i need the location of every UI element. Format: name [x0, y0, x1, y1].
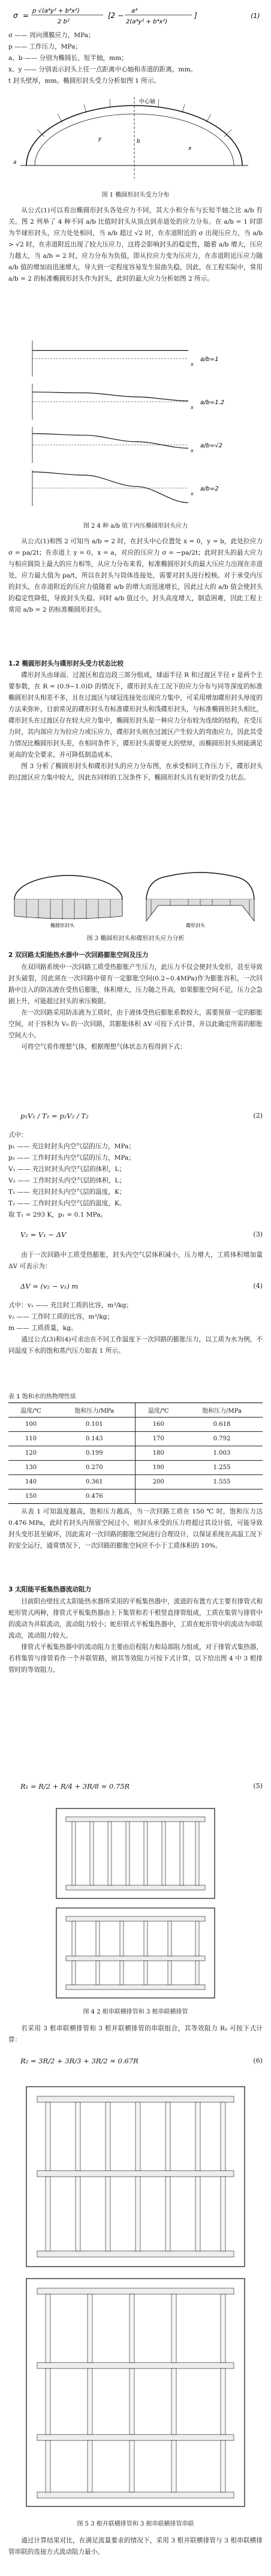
- fig3-left-label: 椭圆形封头: [50, 923, 74, 928]
- section-3: [8, 1583, 263, 1676]
- figure-1-caption: 图 1 椭圆形封头受力分布: [101, 192, 170, 198]
- fig4-discussion: [8, 2023, 263, 2046]
- figure-4-caption: 图 4 2 根串联横排管和 3 根串联横排管: [83, 2009, 188, 2015]
- paragraph: 在双回路系统中一次回路工质受热膨胀产生压力，此压力不仅会使封头变形，甚至导致封头破裂，因此须在一次回路中留有一定膨胀空间(0.2~0.4MPa)作为膨胀容积。一次回路中注入的防冻液在受热后膨胀，体积增大，压力随之升高，如果膨胀空间不足，压力会急剧上升，可能超过封头的承压极限。: [8, 964, 263, 1005]
- fig5-panel-top: [26, 2087, 245, 2267]
- definition-line: 式中：v₁ —— 充注时工质的比容，m³/kg；: [8, 1302, 133, 1309]
- eq4-number: (4): [253, 1282, 263, 1290]
- definition-line: p₂ —— 工作时封头内空气层的压力，MPa；: [8, 1154, 136, 1161]
- paragraph: 可将空气看作理想气体，根据理想气体状态方程得到下式：: [21, 1043, 186, 1051]
- paragraph: 在一次回路采用防冻液为工质时，由于液体受热后膨胀系数较大，需要预留一定的膨胀空间，对于容积为 V₀ 的一次回路，其膨胀体积 ΔV 可按下式计算，并以此确定所需的膨胀空间大小。: [8, 1009, 263, 1039]
- saturation-table: [8, 1403, 263, 1504]
- paragraph: 目前阳台壁挂式太阳能热水器所采用的平板集热器中，流道的布置方式主要有排管式和蛇形管式两种，排管式平板集热器由上下集管和若干根竖直排管组成，工质在集管与排管中的流动为并联流动，流动阻力较小；蛇形管式平板集热器中，工质在蛇形管中的流动为串联流动，流动阻力较大。: [8, 1598, 263, 1639]
- svg-text:b: b: [137, 139, 140, 145]
- definition-line: 取 T₁ = 293 K，p₁ = 0.1 MPa。: [8, 1211, 107, 1218]
- figure-2-panels: [32, 341, 224, 506]
- figure-2-stress-curves: [8, 335, 263, 514]
- paragraph: 若采用 3 根串联横排管和 3 根并联横排管的串联组合，其等效阻力 R₂ 可按下式计算：: [8, 2025, 263, 2044]
- definition-line: p —— 工作压力，MPa；: [8, 43, 82, 50]
- x-axis-label: x: [191, 405, 194, 410]
- figure-2-caption: 图 2 4 种 a/b 值下内压椭圆形封头应力: [83, 523, 188, 529]
- paragraph: 碟形封头由球面、过渡区和直边段三部分组成，球面半径 R 和过渡区半径 r 是两个主要参数，在 R = (0.9~1.0)D 的情况下，碟形封头在工况下的应力分布与同等深度的标准椭圆形封头相差不多，且在过渡区与球冠连接处出现应力集中，可采用增加碟形封头厚度的方法来弥补，目前常见的碟形封头有标准碟形封头和浅碟形封头，与标准椭圆形封头相比，碟形封头在过渡区存在较大应力集中，椭圆形封头是一种应力分布较为连续的结构，在受压力时，其内部应力为拉应力或压应力，碟形封头则在过渡区产生较大的弯曲应力，因此其受力情况比椭圆形封头差，在相同条件下，碟形封头需要更大的壁厚，而椭圆形封头则能满足更高的安全要求，并可降低制造成本。: [8, 672, 263, 759]
- definition-line: T₁ —— 充注时封头内空气层的温度，K；: [8, 1188, 126, 1196]
- paragraph: 从公式(1)可以看出椭圆形封头各处应力不同，其大小和分布与长短半轴之比 a/b 有关。图 2 列举了 4 种不同 a/b 比值时封头从顶点到赤道处的应力分布。在 a/b = 1 时即为半球形封头，应力处处相同，当 a/b 超过 √2 时，在赤道附近的 σ 出现压应力，当 a/b > √2 时，在赤道附近出现了较大压应力，这将会影响封头的稳定性，随着 a/b 增大，压应力越大，当 a/b = 2 时，应力分布为负值，即从拉应力变为压应力，在赤道附近压应力随 a/b 值的增加而迅速增大，导大到一定程度容易发生屈曲失稳，因此，在工程实际中，常用 a/b = 2 的标准椭圆形封头作为封头，此时的最大应力分析如图 2 所示。: [8, 207, 263, 282]
- definition-line: 式中：: [8, 1131, 28, 1139]
- svg-text:y: y: [98, 136, 102, 142]
- definition-line: T₂ —— 工作时封头内空气层的温度，K。: [8, 1200, 126, 1207]
- definition-line: a、b —— 分别为椭圆长、短半轴，mm；: [8, 55, 128, 62]
- table-row: 120 0.199 180 1.003: [8, 1446, 263, 1461]
- paragraph: 由于一次回路中工质受热膨胀，封头内空气层体积减小，压力增大，工质体积增加量 ΔV 可表示为：: [8, 1251, 263, 1270]
- ratio-label: a/b=1: [200, 356, 219, 363]
- paragraph: 图 3 分析了椭圆形封头和碟形封头的应力分布图，在承受相同工作压力下，碟形封头的过渡区应力集中较大，因此在同样的工况条件下，椭圆形封头具有更好的受力状态。: [8, 763, 263, 781]
- analysis-paragraph-1: [8, 205, 263, 285]
- figure-5-tube-layout: [8, 2081, 263, 2512]
- ellipse-head-stress: [14, 875, 122, 928]
- section-1-2-title: 1.2 椭圆形封头与碟形封头受力状态比较: [8, 660, 124, 667]
- paragraph: 排管式平板集热器中的流动阻力主要由沿程阻力和局部阻力组成，对于排管式集热器，若将集管与排管看作一个并联管路，则其等效阻力可按下式计算，以下给出图 4 中 3 根排管时的等效阻力。: [8, 1644, 263, 1674]
- table-header: 饱和压力/MPa: [53, 1403, 136, 1418]
- table-header: 温度/℃: [136, 1403, 181, 1418]
- table-row: 150 0.476: [8, 1489, 263, 1504]
- figure-3-caption: 图 3 椭圆形封头和碟形封头应力分析: [86, 935, 185, 942]
- table-discussion: [8, 1506, 263, 1552]
- eq3-formula: V₂ = V₁ − ΔV: [20, 1230, 67, 1239]
- figure-4-tube-layout: [8, 1805, 263, 2003]
- definition-line: V₁ —— 充注时封头内空气层的体积，L；: [8, 1166, 126, 1173]
- table-header: 温度/℃: [8, 1403, 53, 1418]
- figure-1-ellipse-head-diagram: [8, 95, 263, 185]
- eq4-definitions: [8, 1300, 263, 1357]
- definition-line: v₂ —— 工作时工质的比容，m³/kg；: [8, 1313, 114, 1320]
- paragraph: 从公式(1)和图 2 可知当 a/b = 2 时，在封头中心位置处 x = 0，y = b，此处拉应力 σ = pa/2t；在赤道上 y = 0，x = a，对应的压应力 σ = −pa/2t；此时封头的最大应力与相应圆筒上最大的应力相等，从应力分布来看，标准椭圆形封头的最大压应力出现在赤道处，应力最大值为 pa/t，所以在封头与筒体连接处，需要对封头进行校核。对于承受内压的封头，在赤道附近的压应力值随着 a/b 的增大而迅速增长，因此过大的 a/b 值会使封头的稳定性降低，导致封头失稳。同时 a/b 值过小，封头高度增大，制造困难，因此工程上常用 a/b = 2 的标准椭圆形封头。: [8, 538, 263, 613]
- section-1-2: [8, 658, 263, 784]
- table-row: 130 0.270 190 1.255: [8, 1461, 263, 1475]
- ratio-label: a/b=√2: [200, 443, 222, 449]
- paragraph: 通过计算结果对比，在满足流量要求的情况下，采用 3 根并联横排管与 3 根串联横排管串联的连接方式流动阻力最小。: [8, 2537, 263, 2556]
- equation-4: [8, 1276, 263, 1300]
- eq2-number: (2): [253, 1112, 263, 1120]
- definition-line: m —— 工质质量，kg。: [8, 1325, 77, 1332]
- figure-5-caption: 图 5 3 根并联横排管和 3 根串联横排管串联: [77, 2521, 194, 2527]
- figure-3-head-stress-comparison: [8, 863, 263, 929]
- x-axis-label: x: [191, 362, 194, 367]
- definition-line: V₂ —— 工作时封头内空气层的体积，L；: [8, 1177, 126, 1184]
- definition-line: σ —— 周向薄膜应力，MPa；: [8, 32, 95, 39]
- analysis-paragraph-2: [8, 536, 263, 616]
- section-3-title: 3 太阳能平板集热器流动阻力: [8, 1586, 92, 1593]
- definition-line: p₁ —— 充注时封头内空气层的压力，MPa；: [8, 1143, 136, 1150]
- eq3-number: (3): [253, 1230, 263, 1238]
- eq1-term2-den: 2(a⁴y² + b⁴x²): [126, 19, 168, 25]
- svg-text:x: x: [188, 146, 192, 152]
- definition-line: x、y —— 分别表示封头上任一点距离中心轴和赤道的距离，mm。: [8, 66, 197, 73]
- equation-3: [8, 1224, 263, 1248]
- svg-text:a: a: [13, 160, 17, 165]
- table-row: 110 0.143 170 0.792: [8, 1432, 263, 1446]
- stress-curve: [32, 472, 188, 502]
- fig5-panel-bottom: [26, 2279, 245, 2506]
- eq1-lhs: σ: [13, 11, 18, 20]
- table-1-title: 表 1 饱和水的热物理性质: [8, 1394, 76, 1400]
- eq1-term2-num: a⁴: [131, 8, 138, 14]
- equation-6: [8, 2051, 263, 2075]
- paragraph: 从表 1 可知温度越高，饱和压力越高，当一次回路工质在 150 ℃ 时，饱和压力达 0.476 MPa，此时若封头内预留空间过小，则封头承受的压力将超过其设计值，可能导致封头变形甚至破坏，因此需对一次回路的膨胀空间进行合理设计，以保证系统在高温工况下的安全运行，通常情况下，一次回路的膨胀空间应不小于工质体积的 10%。: [8, 1508, 263, 1549]
- table-row: 140 0.361 200 1.555: [8, 1475, 263, 1489]
- intro-paragraph: t 封头壁厚，mm。椭圆形封头受力分析如图 1 所示。: [8, 77, 161, 85]
- x-axis-label: x: [191, 448, 194, 453]
- equation-1-formula: [8, 4, 263, 28]
- fig4-panel-top: [56, 1808, 215, 1898]
- eq5-formula: R₁ = R/2 + R/4 + 3R/8 ≈ 0.75R: [20, 1782, 130, 1790]
- conclusion-paragraph: [8, 2535, 263, 2558]
- eq1-number: (1): [251, 12, 260, 20]
- fig3-right-label: 碟形封头: [186, 923, 205, 928]
- paragraph: 通过公式(3)和(4)可求出在不同工作温度下一次回路的膨胀压力，以工质为水为例，不同温度下水的饱和蒸汽压力如表 1 所示。: [8, 1336, 263, 1355]
- eq3-intro: [8, 1250, 263, 1272]
- eq6-number: (6): [253, 2057, 263, 2065]
- equation-2: [8, 1106, 263, 1130]
- fig4-panel-bottom: [56, 1908, 215, 1998]
- section-2: [8, 949, 263, 1053]
- section-2-title: 2 双回路太阳能热水器中一次回路膨胀空间及压力: [8, 952, 149, 959]
- equation-1: [8, 4, 263, 28]
- eq2-formula: p₁V₁ / T₁ = p₂V₂ / T₂: [20, 1112, 89, 1120]
- table-row: 100 0.101 160 0.618: [8, 1418, 263, 1432]
- table-header: 饱和压力/MPa: [181, 1403, 263, 1418]
- table-1: [8, 1391, 263, 1504]
- eq4-formula: ΔV = (v₂ − v₁) m: [20, 1282, 79, 1290]
- eq1-denominator: 2 b²: [58, 19, 70, 25]
- equation-5: [8, 1776, 263, 1800]
- svg-text:]: ]: [194, 11, 197, 20]
- stress-curve: [32, 434, 188, 448]
- eq6-formula: R₂ = 3R/2 + 3R/3 + 3R/2 ≈ 0.67R: [20, 2057, 138, 2065]
- eq1-numerator: p √(a⁴y² + b⁴x²): [32, 8, 80, 14]
- stress-curve: [32, 392, 188, 401]
- x-axis-label: x: [191, 491, 194, 496]
- ratio-label: a/b=2: [200, 486, 219, 492]
- ratio-label: a/b=1.2: [200, 399, 225, 406]
- eq2-definitions: [8, 1130, 263, 1221]
- center-axis-label: 中心轴: [139, 99, 156, 105]
- eq1-definitions: [8, 30, 263, 87]
- svg-text:=: =: [23, 11, 29, 20]
- dished-head-stress: [146, 872, 254, 928]
- eq5-number: (5): [253, 1782, 263, 1790]
- svg-text:[2 −: [2 −: [108, 11, 124, 20]
- table-header-row: [8, 1403, 263, 1418]
